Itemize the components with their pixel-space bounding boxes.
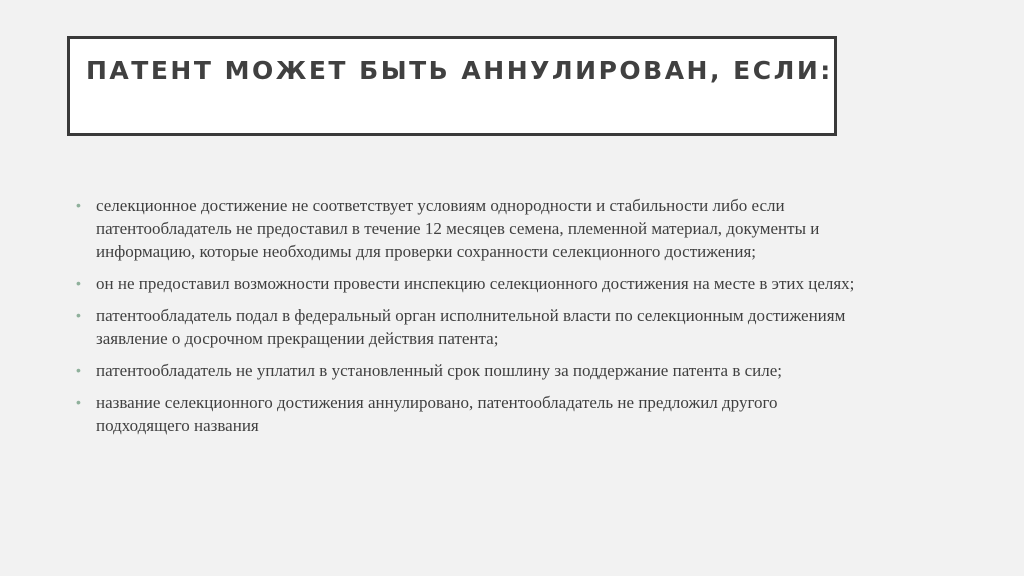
- bullet-item: [76, 272, 856, 295]
- bullet-item: [76, 194, 856, 263]
- bullet-text: селекционное достижение не соответствует условиям однородности и стабильности либо если патентообладатель не предоставил в течение 12 месяцев семена, племенной материал, документы и информацию, которые необходимы для проверки сохранности селекционного достижения;: [96, 196, 820, 261]
- bullet-text: название селекционного достижения аннулировано, патентообладатель не предложил другого подходящего названия: [96, 393, 778, 435]
- bullet-dot-icon: •: [76, 307, 81, 323]
- bullet-text: патентообладатель не уплатил в установленный срок пошлину за поддержание патента в силе;: [96, 361, 782, 380]
- bullet-dot-icon: •: [76, 394, 81, 410]
- bullet-dot-icon: •: [76, 197, 81, 213]
- bullet-text: патентообладатель подал в федеральный орган исполнительной власти по селекционным достижениям заявление о досрочном прекращении действия патента;: [96, 306, 846, 348]
- bullet-dot-icon: •: [76, 275, 81, 291]
- bullet-text: он не предоставил возможности провести инспекцию селекционного достижения на месте в этих целях;: [96, 274, 855, 293]
- bullet-list: [76, 194, 856, 446]
- slide-title: ПАТЕНТ МОЖЕТ БЫТЬ АННУЛИРОВАН, ЕСЛИ:: [86, 56, 833, 85]
- bullet-dot-icon: •: [76, 362, 81, 378]
- bullet-item: [76, 391, 856, 437]
- bullet-item: [76, 359, 856, 382]
- title-box: [67, 36, 837, 136]
- bullet-item: [76, 304, 856, 350]
